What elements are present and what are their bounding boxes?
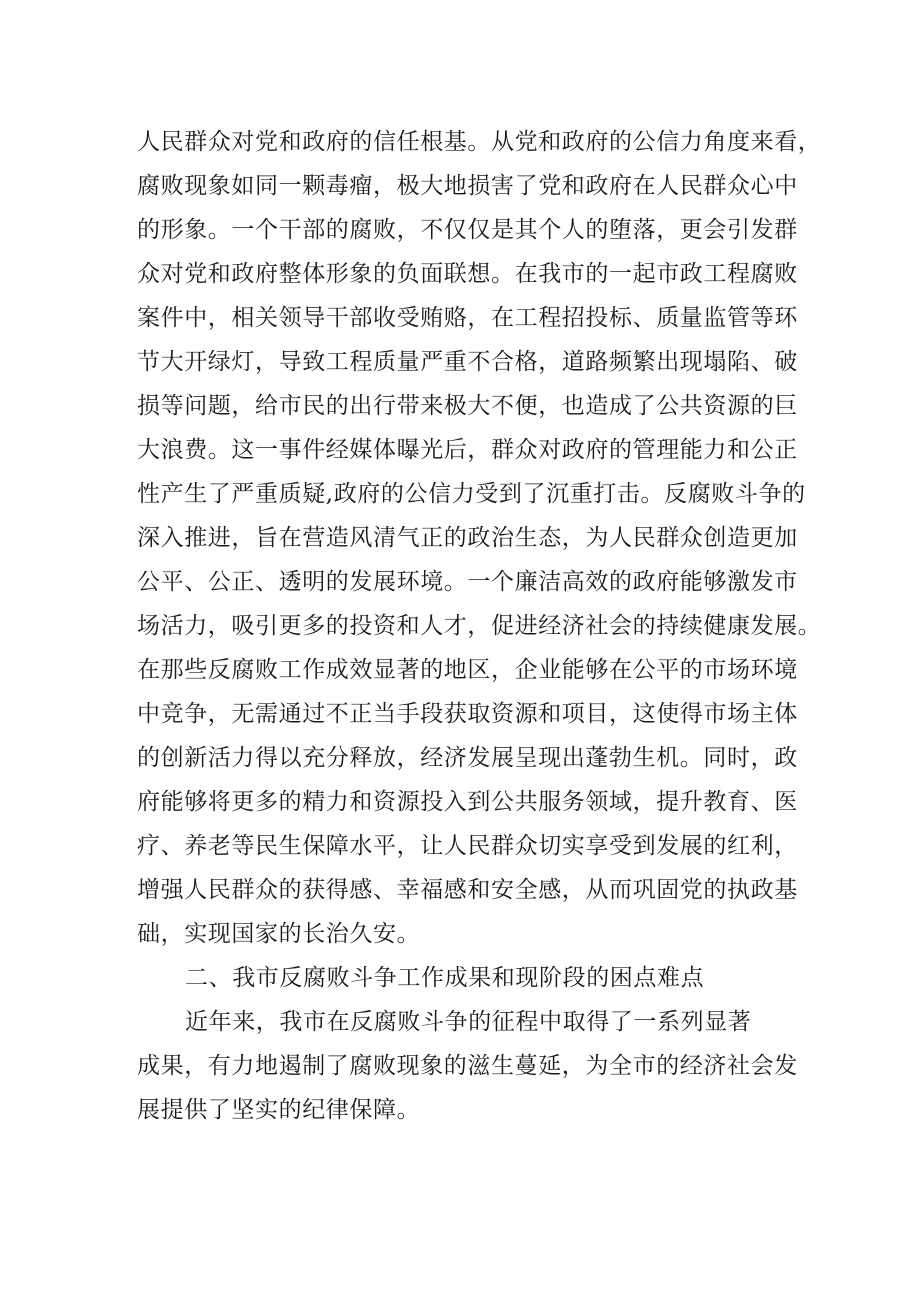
paragraph-line: 府能够将更多的精力和资源投入到公共服务领域，提升教育、医: [137, 789, 798, 815]
section-heading: 二、我市反腐败斗争工作成果和现阶段的困点难点: [185, 965, 705, 991]
paragraph-line: 础，实现国家的长治久安。: [137, 921, 421, 947]
paragraph-line: 中竞争，无需通过不正当手段获取资源和项目，这使得市场主体: [137, 701, 798, 727]
paragraph-line: 腐败现象如同一颗毒瘤，极大地损害了党和政府在人民群众心中: [137, 173, 798, 199]
paragraph-line: 损等问题，给市民的出行带来极大不便，也造成了公共资源的巨: [137, 393, 798, 419]
paragraph-line: 的形象。一个干部的腐败，不仅仅是其个人的堕落，更会引发群: [137, 217, 798, 243]
paragraph-line: 大浪费。这一事件经媒体曝光后，群众对政府的管理能力和公正: [137, 437, 798, 463]
paragraph-line: 人民群众对党和政府的信任根基。从党和政府的公信力角度来看，: [137, 129, 822, 155]
paragraph-line: 性产生了严重质疑,政府的公信力受到了沉重打击。反腐败斗争的: [137, 481, 806, 507]
paragraph-line: 的创新活力得以充分释放，经济发展呈现出蓬勃生机。同时，政: [137, 745, 798, 771]
paragraph-line: 近年来，我市在反腐败斗争的征程中取得了一系列显著: [185, 1009, 752, 1035]
paragraph-line: 成果，有力地遏制了腐败现象的滋生蔓延，为全市的经济社会发: [137, 1053, 798, 1079]
paragraph-line: 增强人民群众的获得感、幸福感和安全感，从而巩固党的执政基: [137, 877, 798, 903]
paragraph-line: 案件中，相关领导干部收受贿赂，在工程招投标、质量监管等环: [137, 305, 798, 331]
paragraph-line: 展提供了坚实的纪律保障。: [137, 1097, 421, 1123]
paragraph-line: 节大开绿灯，导致工程质量严重不合格，道路频繁出现塌陷、破: [137, 349, 798, 375]
paragraph-line: 场活力，吸引更多的投资和人才，促进经济社会的持续健康发展。: [137, 613, 822, 639]
paragraph-line: 在那些反腐败工作成效显著的地区，企业能够在公平的市场环境: [137, 657, 798, 683]
paragraph-line: 疗、养老等民生保障水平，让人民群众切实享受到发展的红利，: [137, 833, 798, 859]
paragraph-line: 深入推进，旨在营造风清气正的政治生态，为人民群众创造更加: [137, 525, 798, 551]
paragraph-line: 公平、公正、透明的发展环境。一个廉洁高效的政府能够激发市: [137, 569, 798, 595]
paragraph-line: 众对党和政府整体形象的负面联想。在我市的一起市政工程腐败: [137, 261, 798, 287]
